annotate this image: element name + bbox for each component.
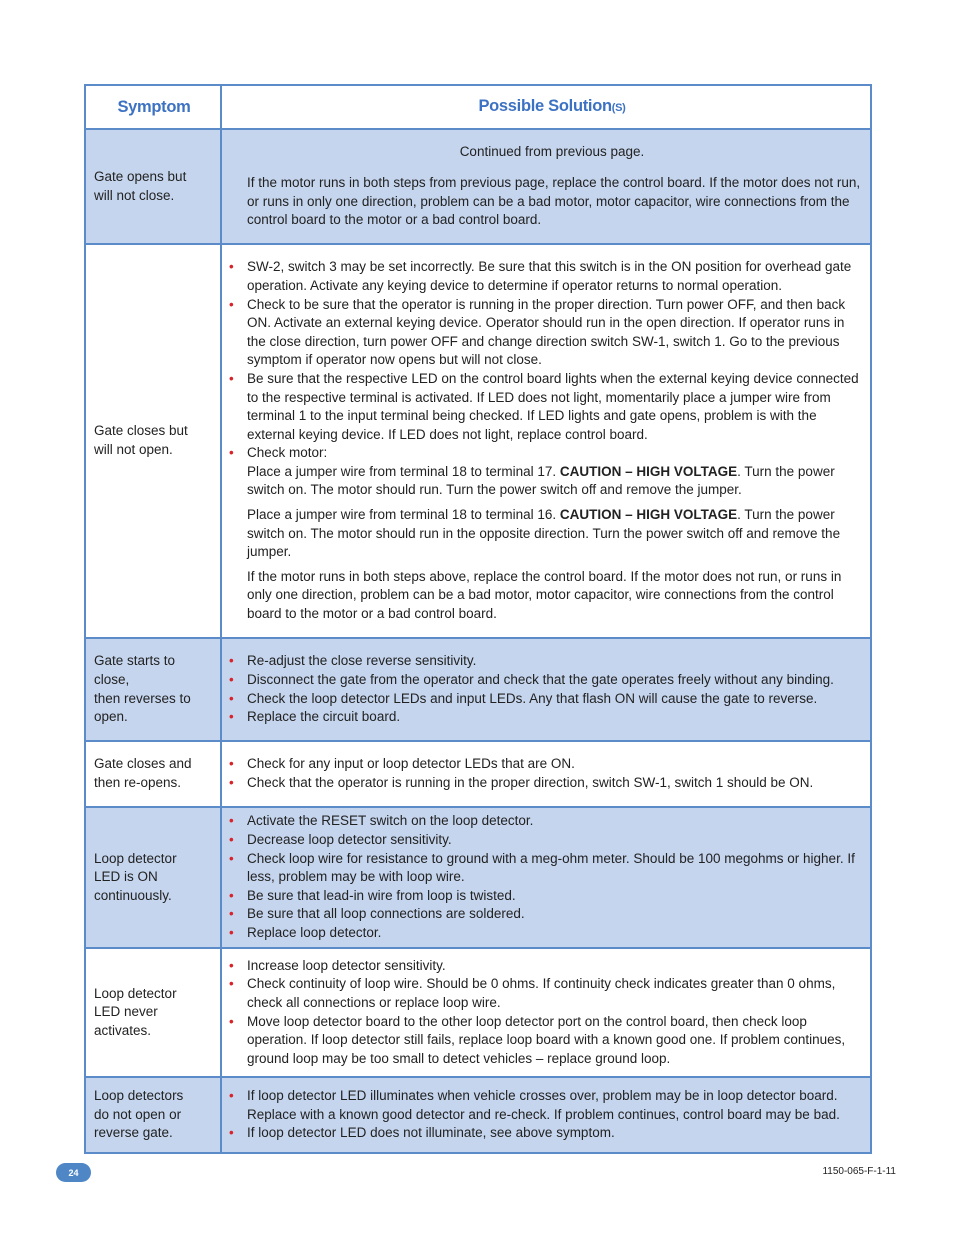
table-row (86, 130, 870, 245)
list-item: • Check the loop detector LEDs and input LEDs. Any that flash ON will cause the gate to reverse. (238, 690, 866, 709)
header-symptom: Symptom (86, 86, 222, 128)
motor-step-2-rest: . Turn the power switch on. The motor should run in the opposite direction. Turn the power switch off and remove the jumper. (247, 507, 841, 560)
motor-step-3: If the motor runs in both steps above, replace the control board. If the motor does not run, or runs in only one direction, problem can be a bad motor, motor capacitor, wire connections from the control board to the motor or a bad control board. (247, 568, 842, 622)
list-item: • Check motor: (238, 444, 866, 463)
list-item: • Increase loop detector sensitivity. (238, 957, 866, 976)
list-item: • Check that the operator is running in the proper direction, switch SW-1, switch 1 should be ON. (238, 774, 866, 793)
list-item: • Activate the RESET switch on the loop detector. (238, 812, 866, 831)
list-item: • Decrease loop detector sensitivity. (238, 831, 866, 850)
list-item: • Replace loop detector. (238, 924, 866, 943)
solution-list (238, 652, 866, 726)
symptom-cell: Gate closes but will not open. (86, 245, 222, 637)
troubleshooting-table (84, 84, 872, 1154)
table-row (86, 949, 870, 1078)
motor-step-1-text: Place a jumper wire from terminal 18 to terminal 17. (247, 463, 560, 479)
list-item: • Disconnect the gate from the operator and check that the gate operates freely without any binding. (238, 671, 866, 690)
list-item: • SW-2, switch 3 may be set incorrectly. Be sure that this switch is in the ON position for overhead gate operation. Activate any keying device to determine if operator returns to normal operation. (238, 258, 866, 295)
solution-cell (222, 742, 870, 806)
list-item: • Be sure that all loop connections are soldered. (238, 905, 866, 924)
motor-step-2-text: Place a jumper wire from terminal 18 to terminal 16. (247, 507, 560, 523)
table-header (86, 86, 870, 130)
solution-cell (222, 245, 870, 637)
symptom-cell: Loop detector LED never activates. (86, 949, 222, 1076)
document-id: 1150-065-F-1-11 (822, 1166, 896, 1177)
list-item: • Re-adjust the close reverse sensitivity. (238, 652, 866, 671)
symptom-cell: Gate starts to close, then reverses to open. (86, 639, 222, 740)
list-item: • Move loop detector board to the other loop detector port on the control board, then check loop operation. If loop detector still fails, replace loop board with a known good one. If problem continues, ground loop may be too small to detect vehicles – replace ground loop. (238, 1013, 866, 1069)
solution-list (238, 755, 866, 792)
list-item: • If loop detector LED illuminates when vehicle crosses over, problem may be in loop detector board. Replace with a known good detector and re-check. If problem continues, control board may be bad. (238, 1087, 866, 1124)
list-item: • Check loop wire for resistance to ground with a meg-ohm meter. Should be 100 megohms or higher. If less, problem may be with loop wire. (238, 850, 866, 887)
list-item: • Replace the circuit board. (238, 708, 866, 727)
solution-cell (222, 639, 870, 740)
table-row (86, 808, 870, 949)
list-item: • Be sure that the respective LED on the control board lights when the external keying device connected to the respective terminal is activated. If LED does not light, momentarily place a jumper wire from terminal 1 to the input terminal being checked. If LED lights and gate opens, problem is with the external keying device. If LED does not light, replace control board. (238, 370, 866, 444)
symptom-cell: Loop detectors do not open or reverse gate. (86, 1078, 222, 1152)
list-item: • Be sure that lead-in wire from loop is twisted. (238, 887, 866, 906)
solution-cell (222, 1078, 870, 1152)
solution-text: If the motor runs in both steps from previous page, replace the control board. If the motor does not run, or runs in only one direction, problem can be a bad motor, motor capacitor, wire connections from the control board to the motor or a bad control board. (247, 174, 861, 228)
symptom-cell: Loop detector LED is ON continuously. (86, 808, 222, 947)
motor-step-2 (238, 506, 866, 562)
table-row (86, 1078, 870, 1152)
table-row (86, 639, 870, 742)
solution-cell (222, 130, 870, 243)
header-solution (222, 86, 870, 128)
caution-label: CAUTION – HIGH VOLTAGE (559, 463, 738, 479)
solution-list (238, 812, 866, 942)
solution-list (238, 258, 866, 463)
caution-label: CAUTION – HIGH VOLTAGE (559, 507, 738, 523)
list-item: • If loop detector LED does not illuminate, see above symptom. (238, 1124, 866, 1143)
solution-list (238, 957, 866, 1069)
motor-step-1 (238, 463, 866, 500)
solution-cell (222, 808, 870, 947)
symptom-cell: Gate closes and then re-opens. (86, 742, 222, 806)
solution-cell (222, 949, 870, 1076)
header-solution-suffix: (S) (611, 101, 626, 114)
table-row (86, 742, 870, 808)
list-item: • Check to be sure that the operator is running in the proper direction. Turn power OFF, and then back ON. Activate an external keying device. Operator should run in the open direction. If operator runs in the close direction, turn power OFF and change direction switch SW-1, switch 1. Go to the previous symptom if operator now opens but will not close. (238, 296, 866, 370)
continued-note: Continued from previous page. (459, 144, 645, 160)
table-row (86, 245, 870, 639)
solution-list (238, 1087, 866, 1143)
list-item: • Check for any input or loop detector LEDs that are ON. (238, 755, 866, 774)
list-item: • Check continuity of loop wire. Should be 0 ohms. If continuity check indicates greater than 0 ohms, check all connections or replace loop wire. (238, 975, 866, 1012)
header-solution-label: Possible Solution (478, 96, 612, 115)
symptom-cell: Gate opens but will not close. (86, 130, 222, 243)
motor-step-1-rest: . Turn the power switch on. The motor should run. Turn the power switch off and remove the jumper. (247, 463, 835, 498)
page-number-badge: 24 (56, 1163, 91, 1182)
